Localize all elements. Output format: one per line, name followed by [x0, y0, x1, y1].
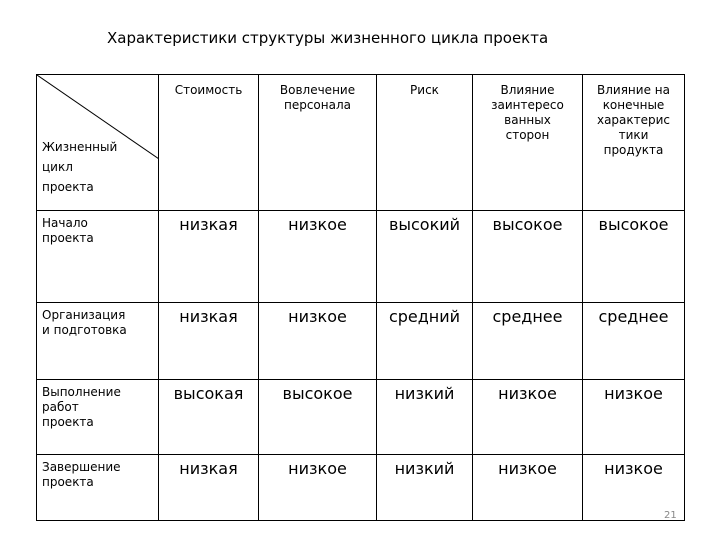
corner-cell	[37, 75, 159, 211]
table-cell: низкое	[473, 455, 583, 521]
slide-title: Характеристики структуры жизненного цикла проекта	[107, 29, 549, 47]
table-cell: высокая	[159, 380, 259, 455]
header-row	[37, 75, 685, 211]
table-cell: низкое	[583, 455, 685, 521]
table-row	[37, 455, 685, 521]
column-header-cost: Стоимость	[159, 75, 259, 211]
row-label: Организация и подготовка	[37, 303, 159, 380]
table-cell: средний	[377, 303, 473, 380]
table-cell: низкое	[259, 211, 377, 303]
table-cell: высокий	[377, 211, 473, 303]
table-row	[37, 211, 685, 303]
table-cell: низкое	[473, 380, 583, 455]
table-cell: низкое	[583, 380, 685, 455]
table-row	[37, 380, 685, 455]
table-cell: высокое	[473, 211, 583, 303]
column-header-staff: Вовлечение персонала	[259, 75, 377, 211]
corner-label: Жизненный цикл проекта	[42, 140, 118, 194]
lifecycle-table	[36, 74, 685, 521]
table-cell: низкое	[259, 303, 377, 380]
row-label: Начало проекта	[37, 211, 159, 303]
table-cell: низкий	[377, 380, 473, 455]
table-row	[37, 303, 685, 380]
column-header-stakeholders: Влияние заинтересо ванных сторон	[473, 75, 583, 211]
page-number: 21	[664, 510, 677, 521]
table-cell: среднее	[583, 303, 685, 380]
row-label: Выполнение работ проекта	[37, 380, 159, 455]
table-cell: низкое	[259, 455, 377, 521]
table-cell: низкий	[377, 455, 473, 521]
table-cell: среднее	[473, 303, 583, 380]
table-cell: низкая	[159, 211, 259, 303]
table-cell: высокое	[259, 380, 377, 455]
table-cell: низкая	[159, 455, 259, 521]
column-header-risk: Риск	[377, 75, 473, 211]
column-header-product: Влияние на конечные характерис тики продукта	[583, 75, 685, 211]
table-cell: низкая	[159, 303, 259, 380]
table-cell: высокое	[583, 211, 685, 303]
row-label: Завершение проекта	[37, 455, 159, 521]
